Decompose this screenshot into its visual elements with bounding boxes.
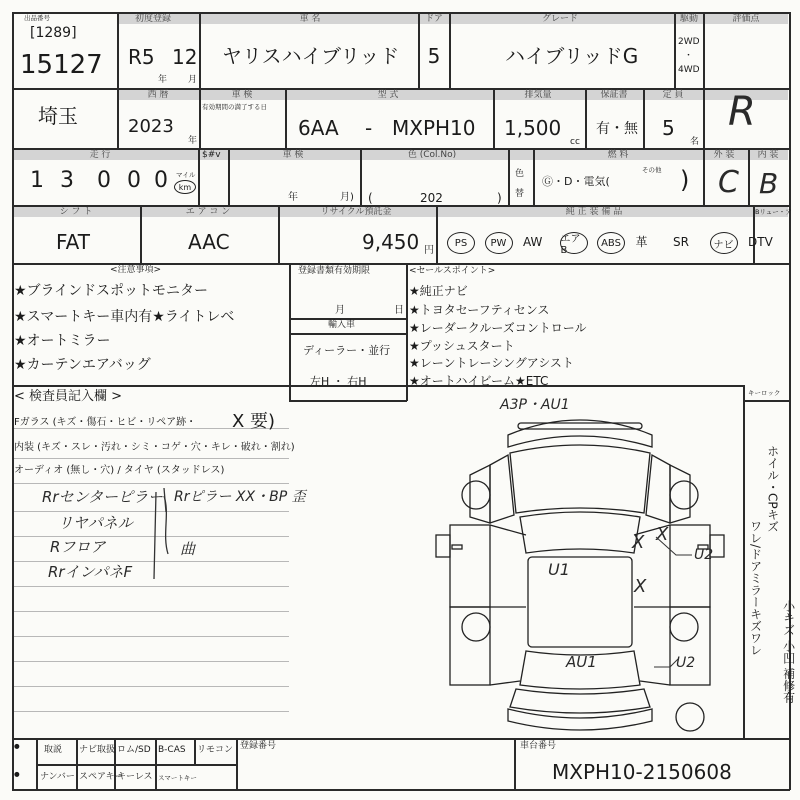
- hand-note-curve: 曲: [180, 540, 196, 558]
- damage-mark-roof: U1: [548, 560, 570, 579]
- handle-side: 左H ・ 右H: [310, 375, 367, 388]
- footer-item: ロム/SD: [117, 745, 151, 755]
- sales-item: ★レーントレーシングアシスト: [409, 356, 574, 370]
- mileage-unit-km: km: [174, 180, 196, 194]
- displacement: 1,500: [504, 116, 562, 140]
- recycle-fee: 9,450: [362, 230, 420, 254]
- grade: ハイブリッドG: [505, 44, 639, 68]
- damage-leader-lines: [430, 395, 735, 735]
- note-item: ★オートミラー: [14, 333, 111, 349]
- import-label: 輸入車: [328, 320, 356, 330]
- first-reg-month: 12: [172, 45, 198, 69]
- audio-tires: オーディオ (無し・穴) / タイヤ (スタッドレス): [14, 465, 225, 476]
- auction-inspection-sheet: 出品番号 [1289] 15127 初度登録 R5 12 年 月 車 名 ヤリスハイブリッド ドア 5 グレード ハイブリッドG 駆動 2WD ・ 4WD 評価点 R 埼玉 西 暦 2023 年 車 検 有効期間の満了する日 型 式 6AA - MXPH10 排気量 1,500 cc 保証書 有・無 定 員 5 名 走 行 1 3 0 0 0 マイル km $#v 車 検 年 月) 色 (Col.No) ( 202 ) 色 替 燃 料 Ⓖ・D・電気( その他 ) 外 装 C 内 装 B シ フ ト FAT エ ア コ ン AAC リサイクル預託金 9,450 円 純 正 装 備 品 Bリュー・ア PS PW AW エアB ABS 革 SR ナビ DTV <注意事項> ★ブラインドスポットモニター ★スマートキー車内有★ライトレベ ★オートミラー ★カーテンエアバッグ 登録書類有効期限 月 日 輸入車 ディーラー・並行 左H ・ 右H <セールスポイント> ★純正ナビ ★トヨタセーフティセンス ★レーダークルーズコントロール ★プッシュスタート ★レーントレーシングアシスト ★オートハイビーム★ETC < 検査員記入欄 > Fガラス (キズ・傷石・ヒビ・リペア跡・ X 要) 内装 (キズ・スレ・汚れ・シミ・コゲ・穴・キレ・破れ・割れ) オーディオ (無し・穴) / タイヤ (スタッドレス) Rrセンターピラー リヤパネル Rフロア RrインパネF Rrピラー XX・BP 歪 曲 キーロック A3P・AU1 U1 X X U2 X AU1 U2 ホイル・CPキズ ワレ/ドアミラーキズワレ 小キズ 小凹 補修有 ● ● 取説 ナビ取扱 ロム/SD B-CAS リモコン ナンバー スペアキー キーレス スマートキー 登録番号 車台番号 MXPH10-2150608: [0, 0, 800, 800]
- sales-item: ★レーダークルーズコントロール: [409, 321, 587, 335]
- drive-4wd: 4WD: [678, 65, 700, 75]
- damage-mark-rear: AU1: [566, 653, 597, 671]
- footer-item: B-CAS: [158, 745, 186, 755]
- footer-item: 取説: [44, 745, 63, 755]
- footer-item: スペアキー: [79, 772, 124, 782]
- hand-note: RrインパネF: [48, 563, 133, 581]
- model-name: ヤリスハイブリッド: [222, 44, 400, 68]
- sales-item: ★オートハイビーム★ETC: [409, 374, 549, 388]
- first-reg-label: 初度登録: [135, 14, 172, 24]
- equipment-item: ナビ: [710, 232, 738, 254]
- damage-mark-u2: U2: [676, 655, 696, 671]
- interior-grade: B: [759, 167, 779, 200]
- hand-note: Rフロア: [50, 538, 106, 556]
- notes-title: <注意事項>: [110, 265, 162, 275]
- equipment-item: PW: [485, 232, 513, 254]
- footer-item: キーレス: [117, 772, 153, 782]
- air-conditioner: AAC: [188, 230, 230, 254]
- lot-number: 15127: [20, 50, 103, 80]
- chassis-number: MXPH10-2150608: [552, 760, 732, 784]
- legend-small: 小キズ 小凹 補修有: [781, 600, 796, 704]
- hand-note: リヤパネル: [58, 514, 133, 532]
- damage-mark-front: A3P・AU1: [500, 397, 570, 413]
- warranty: 有・無: [596, 121, 638, 137]
- legend-wheel: ホイル・CPキズ: [765, 445, 780, 533]
- legend-mirror: ワレ/ドアミラーキズワレ: [748, 520, 763, 657]
- sales-item: ★トヨタセーフティセンス: [409, 303, 550, 317]
- damage-mark-x: X: [634, 576, 647, 597]
- lot-label: 出品番号: [24, 14, 50, 22]
- damage-mark-x: X: [656, 524, 669, 545]
- doc-expiry-label: 登録書類有効期限: [298, 266, 371, 276]
- first-reg-era: R5: [128, 45, 155, 69]
- sales-item: ★プッシュスタート: [409, 339, 515, 353]
- damage-mark-x: X: [632, 532, 645, 553]
- equipment-item: 革: [635, 235, 648, 249]
- lot-sub-number: [1289]: [30, 25, 77, 41]
- region: 埼玉: [38, 104, 78, 128]
- note-item: ★スマートキー車内有★ライトレベ: [14, 309, 235, 325]
- model-year: 2023: [128, 116, 174, 137]
- registration-number-label: 登録番号: [240, 741, 277, 751]
- type-code: MXPH10: [392, 116, 476, 140]
- footer-item: リモコン: [197, 745, 234, 755]
- hand-note: Rrセンターピラー: [42, 488, 163, 506]
- type-prefix: 6AA: [298, 116, 339, 140]
- inspector-title: < 検査員記入欄 >: [14, 389, 123, 404]
- equipment-item: エアB: [560, 232, 588, 254]
- model-name-label: 車 名: [299, 14, 321, 24]
- glass-condition: Fガラス (キズ・傷石・ヒビ・リペア跡・: [14, 417, 197, 428]
- footer-item: ナンバー: [40, 772, 75, 782]
- fuel-types: Ⓖ・D・電気(: [542, 175, 610, 188]
- sales-item: ★純正ナビ: [409, 284, 468, 298]
- exterior-grade: C: [718, 165, 739, 200]
- equipment-item: DTV: [748, 235, 773, 249]
- note-item: ★ブラインドスポットモニター: [14, 283, 208, 299]
- hand-note-right: Rrピラー XX・BP 歪: [174, 489, 306, 505]
- damage-mark-u2: U2: [694, 547, 714, 563]
- chassis-label: 車台番号: [520, 741, 557, 751]
- footer-item: ナビ取扱: [79, 745, 116, 755]
- interior-condition: 内装 (キズ・スレ・汚れ・シミ・コゲ・穴・キレ・破れ・割れ): [14, 442, 295, 453]
- drive-2wd: 2WD: [678, 37, 700, 47]
- key-lock-label: キーロック: [748, 389, 781, 397]
- color-number: 202: [420, 191, 443, 205]
- shift: FAT: [56, 230, 91, 254]
- equipment-item: SR: [673, 235, 689, 249]
- capacity: 5: [662, 116, 675, 140]
- doors: 5: [427, 44, 441, 68]
- equipment-item: ABS: [597, 232, 625, 254]
- equipment-item: AW: [523, 235, 543, 249]
- note-item: ★カーテンエアバッグ: [14, 357, 151, 373]
- footer-item: スマートキー: [158, 774, 197, 782]
- equipment-item: PS: [447, 232, 475, 254]
- sales-title: <セールスポイント>: [409, 266, 496, 276]
- glass-mark: X 要): [232, 411, 276, 432]
- brace-mark: [160, 486, 172, 514]
- score: R: [728, 89, 756, 135]
- dealer-type: ディーラー・並行: [303, 344, 391, 357]
